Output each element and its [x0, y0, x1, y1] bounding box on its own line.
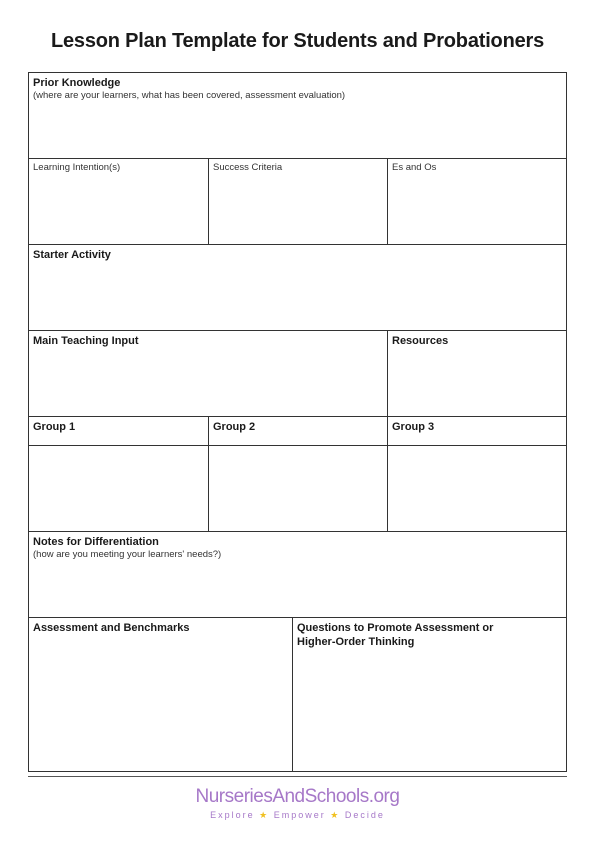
logo-tagline — [0, 810, 595, 821]
tagline-empower: Empower — [273, 810, 326, 820]
tagline-explore: Explore — [210, 810, 255, 820]
questions-box[interactable] — [292, 617, 567, 772]
assessment-benchmarks-heading: Assessment and Benchmarks — [33, 622, 190, 634]
tagline-decide: Decide — [344, 810, 385, 820]
page-title: Lesson Plan Template for Students and Probationers — [50, 30, 545, 52]
notes-differentiation-subtext: (how are you meeting your learners' needs?) — [33, 549, 222, 560]
prior-knowledge-subtext: (where are your learners, what has been covered, assessment evaluation) — [33, 90, 346, 101]
starter-activity-heading: Starter Activity — [33, 249, 111, 261]
group1-heading: Group 1 — [33, 421, 76, 433]
prior-knowledge-box[interactable] — [28, 72, 567, 159]
es-and-os-box[interactable] — [387, 158, 567, 245]
es-and-os-label: Es and Os — [392, 162, 437, 173]
notes-differentiation-box[interactable] — [28, 531, 567, 618]
success-criteria-box[interactable] — [208, 158, 388, 245]
logo-text: NurseriesAndSchools.org — [195, 786, 400, 807]
group1-body[interactable] — [28, 445, 209, 532]
assessment-benchmarks-box[interactable] — [28, 617, 293, 772]
footer-divider — [28, 776, 567, 777]
questions-heading-line1: Questions to Promote Assessment or — [297, 622, 494, 634]
main-teaching-input-heading: Main Teaching Input — [33, 335, 139, 347]
prior-knowledge-heading: Prior Knowledge — [33, 77, 121, 89]
notes-differentiation-heading: Notes for Differentiation — [33, 536, 159, 548]
group3-heading: Group 3 — [392, 421, 435, 433]
main-teaching-input-box[interactable] — [28, 330, 388, 417]
group3-header — [387, 416, 567, 446]
group2-header — [208, 416, 388, 446]
group1-header — [28, 416, 209, 446]
group2-body[interactable] — [208, 445, 388, 532]
starter-activity-box[interactable] — [28, 244, 567, 331]
learning-intentions-label: Learning Intention(s) — [33, 162, 121, 173]
resources-heading: Resources — [392, 335, 449, 347]
star-icon: ★ — [259, 810, 270, 820]
resources-box[interactable] — [387, 330, 567, 417]
success-criteria-label: Success Criteria — [213, 162, 283, 173]
questions-heading-line2: Higher-Order Thinking — [297, 636, 415, 648]
site-logo[interactable] — [0, 786, 595, 821]
group2-heading: Group 2 — [213, 421, 256, 433]
star-icon: ★ — [330, 810, 341, 820]
learning-intentions-box[interactable] — [28, 158, 209, 245]
group3-body[interactable] — [387, 445, 567, 532]
